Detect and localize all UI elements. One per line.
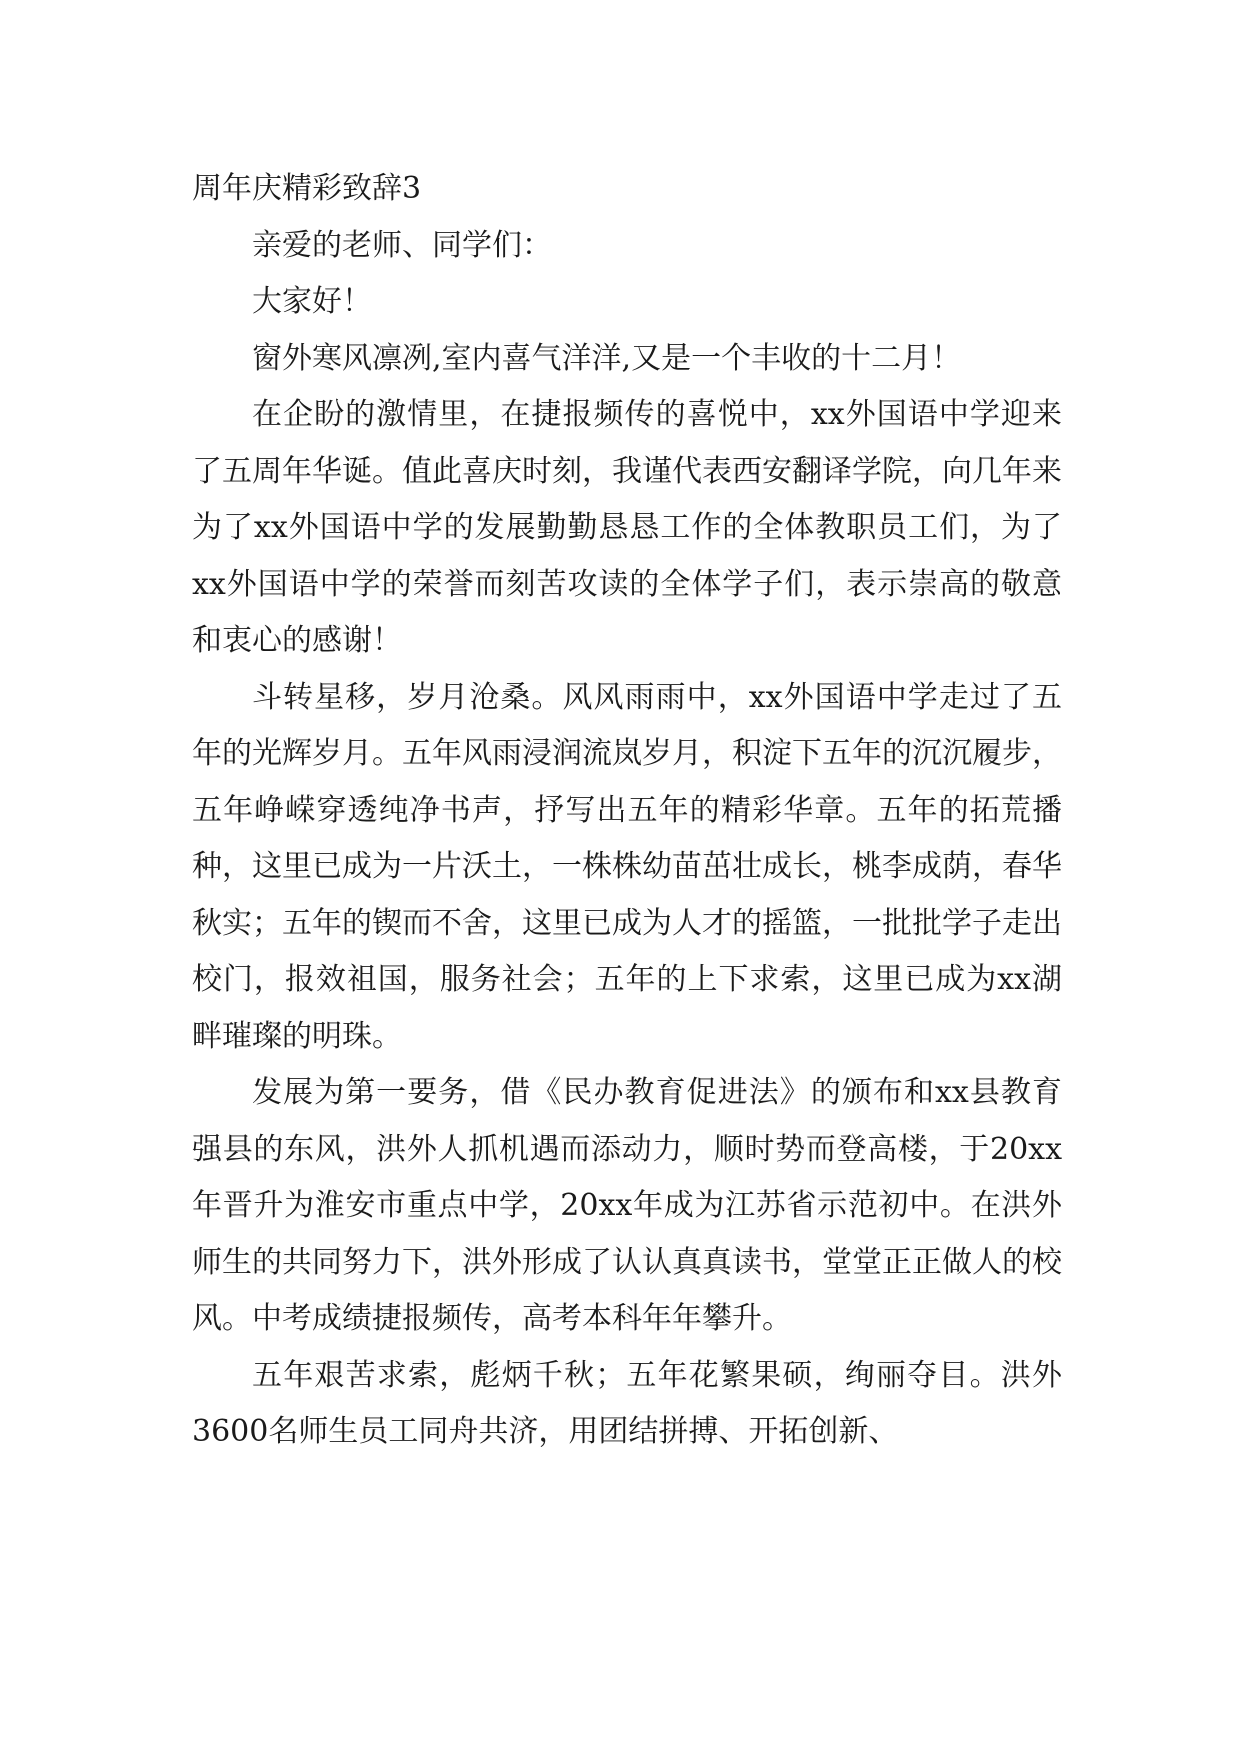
document-title: 周年庆精彩致辞3 [192, 171, 422, 206]
paragraph-opening: 窗外寒风凛冽,室内喜气洋洋,又是一个丰收的十二月！ [252, 340, 962, 376]
paragraph-development: 发展为第一要务，借《民办教育促进法》的颁布和xx县教育强县的东风，洪外人抓机遇而添动力，顺时势而登高楼，于20xx年晋升为淮安市重点中学，20xx年成为江苏省示范初中。在洪外师生的共同努力下，洪外形成了认认真真读书，堂堂正正做人的校风。中考成绩捷报频传，高考本科年年攀升。 [192, 1075, 1062, 1336]
greeting: 大家好！ [252, 284, 372, 319]
paragraph-five-years: 斗转星移，岁月沧桑。风风雨雨中，xx外国语中学走过了五年的光辉岁月。五年风雨浸润流岚岁月，积淀下五年的沉沉履步，五年峥嵘穿透纯净书声，抒写出五年的精彩华章。五年的拓荒播种，这里已成为一片沃土，一株株幼苗茁壮成长，桃李成荫，春华秋实；五年的锲而不舍，这里已成为人才的摇篮，一批批学子走出校门，报效祖国，服务社会；五年的上下求索，这里已成为xx湖畔璀璨的明珠。 [192, 679, 1062, 1054]
paragraph-closing-partial: 五年艰苦求索，彪炳千秋；五年花繁果硕，绚丽夺目。洪外3600名师生员工同舟共济，用团结拼搏、开拓创新、 [192, 1357, 1062, 1449]
paragraph-congratulations: 在企盼的激情里，在捷报频传的喜悦中，xx外国语中学迎来了五周年华诞。值此喜庆时刻，我谨代表西安翻译学院，向几年来为了xx外国语中学的发展勤勤恳恳工作的全体教职员工们，为了xx外国语中学的荣誉而刻苦攻读的全体学子们，表示崇高的敬意和衷心的感谢！ [192, 397, 1062, 658]
salutation: 亲爱的老师、同学们： [252, 227, 552, 263]
document-body [192, 161, 1062, 1461]
